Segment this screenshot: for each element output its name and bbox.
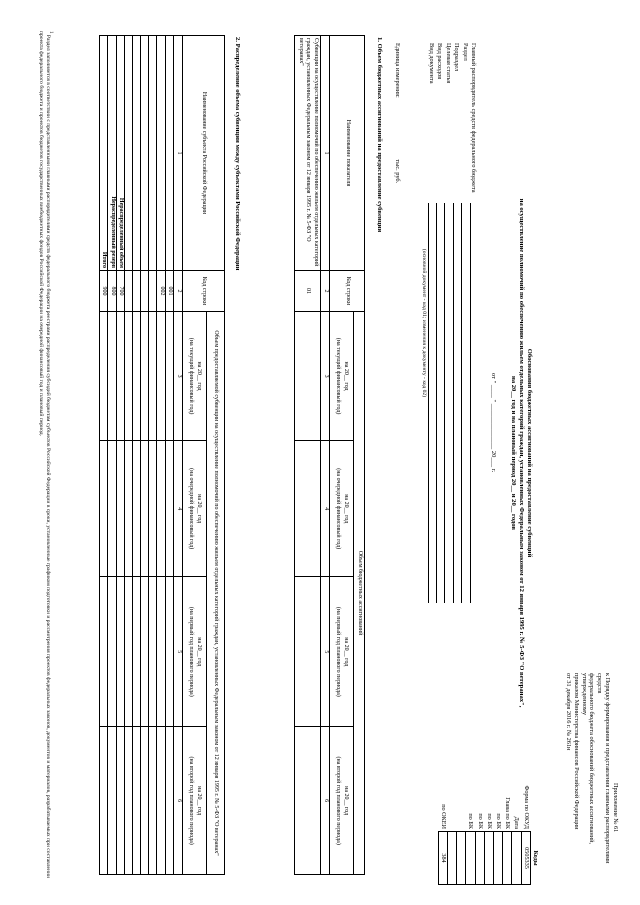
data-cell[interactable] — [133, 726, 141, 874]
meta-row-expense: Вид расходов — [435, 43, 443, 603]
code-value — [457, 831, 466, 884]
data-cell[interactable] — [100, 726, 109, 874]
code-label: по БК — [476, 812, 484, 829]
code-value: 0505335 — [521, 831, 530, 884]
code-label: по БК — [485, 812, 493, 829]
data-cell[interactable] — [141, 311, 149, 440]
table-row — [149, 35, 157, 874]
fill-line — [461, 203, 462, 603]
data-cell[interactable] — [108, 440, 117, 576]
fill-line — [453, 203, 454, 603]
total-row-sum: Итого 900 — [100, 35, 109, 874]
appendix-line: к Порядку формирования и представления главными распорядителями средств — [596, 672, 612, 863]
code-value — [484, 831, 493, 884]
col-header-year: на 20__ год (на первый год планового периода) — [330, 576, 354, 726]
data-cell[interactable] — [125, 440, 133, 576]
table-row — [133, 35, 141, 874]
footnote-text: Раздел заполняется в соответствии с представленными главными распорядителями средств федерального бюджета реестрами распределения субсидий бюджетам субъектов Российской Федерации в сроки, установленные графиком подготовки и рассмотрения проектов федеральных законов, документов и материалов, разрабатываемых при составлении проекта федерального бюджета и проектов бюджетов государственных внебюджетных фондов Российской Федерации на очередной финансовый год и плановый период. — [37, 30, 52, 878]
data-cell[interactable] — [133, 440, 141, 576]
data-cell[interactable] — [117, 440, 126, 576]
column-numbers-row: 1 2 3 4 5 6 — [321, 35, 330, 874]
total-row-unallocated: Нераспределенный объем 700 — [117, 35, 126, 874]
region-cell[interactable] — [125, 35, 133, 270]
col-header-name: Наименование субъекта Российской Федерации — [183, 35, 225, 270]
section2-title: 2. Распределение объема субвенции между субъектами Российской Федерации — [234, 36, 241, 270]
data-cell[interactable] — [100, 311, 109, 440]
region-cell[interactable] — [149, 35, 157, 270]
data-cell[interactable] — [149, 576, 157, 726]
meta-row-doctype: Вид документа — [427, 43, 435, 603]
data-cell[interactable] — [117, 726, 126, 874]
col-header-year: на 20__ год (на первый год планового периода) — [183, 576, 207, 726]
appendix-line: от 31 декабря 2016 г. № 261н — [564, 672, 572, 750]
data-cell[interactable] — [295, 440, 321, 576]
appendix-line: федерального бюджета обоснований бюджетных ассигнований, утвержденному — [580, 672, 596, 844]
data-cell[interactable] — [295, 726, 321, 874]
col-header-year: на 20__ год (на очередной финансовый год) — [330, 440, 354, 576]
footnote-mark: 1 — [48, 30, 53, 33]
table-row — [295, 35, 321, 874]
col-header-group: Объем предоставляемой субвенции на осуществление полномочий по обеспечению жильем отдельных категорий граждан, установленных Федеральным законом от 12 января 1995 г. № 5-ФЗ "О ветеранах" — [207, 311, 225, 874]
code-value — [475, 831, 484, 884]
col-header-year: на 20__ год (на текущий финансовый год) — [183, 311, 207, 440]
codes-header: Коды — [531, 849, 539, 866]
col-header-year: на 20__ год (на второй год планового периода) — [330, 726, 354, 874]
code-value — [512, 831, 521, 884]
total-row-reserve: Нераспределенный резерв 800 — [108, 35, 117, 874]
code-label: Форма по ОКУД — [522, 784, 530, 829]
data-cell[interactable] — [108, 311, 117, 440]
data-cell[interactable] — [157, 440, 166, 576]
col-header-year: на 20__ год (на текущий финансовый год) — [330, 311, 354, 440]
data-cell[interactable] — [125, 311, 133, 440]
appendix-block — [564, 673, 619, 883]
code-label: по ОКЕИ — [439, 803, 447, 829]
data-cell[interactable] — [149, 440, 157, 576]
section1-table — [294, 35, 365, 875]
code-value: 384 — [438, 831, 447, 884]
data-cell[interactable] — [166, 726, 175, 874]
footnote — [37, 31, 53, 881]
data-cell[interactable] — [157, 576, 166, 726]
title-line: Обоснования бюджетных ассигнований на предоставление субвенций — [526, 348, 533, 557]
codes-box — [438, 735, 539, 885]
data-cell[interactable] — [166, 311, 175, 440]
title-line: на осуществление полномочий по обеспечению жильем отдельных категорий граждан, установленных Федеральным законом от 12 января 1995 г. № 5-ФЗ "О ветеранах", — [517, 198, 525, 707]
data-cell[interactable] — [295, 576, 321, 726]
meta-row-unit: Единица измерения: тыс. руб. — [394, 42, 402, 183]
meta-row-main-manager: Главный распорядитель средств федерального бюджета — [469, 43, 477, 603]
code-label: Глава по БК — [504, 796, 512, 829]
code-value — [494, 831, 503, 884]
data-cell[interactable] — [141, 726, 149, 874]
meta-row-section: Раздел — [460, 43, 468, 603]
title-line: на 20__ год и на плановый период 20__ и 20__ годов — [509, 375, 517, 530]
region-cell[interactable] — [133, 35, 141, 270]
code-label: Дата — [513, 816, 521, 829]
data-cell[interactable] — [149, 311, 157, 440]
data-cell[interactable] — [117, 576, 126, 726]
column-numbers-row: 1 2 3 4 5 6 — [174, 35, 183, 874]
fill-line — [436, 203, 437, 603]
code-value — [466, 831, 475, 884]
code-value — [448, 831, 457, 884]
data-cell[interactable] — [100, 576, 109, 726]
data-cell[interactable] — [149, 726, 157, 874]
meta-fields — [393, 43, 477, 603]
document-title — [508, 163, 533, 743]
doc-hint: (основной документ - код 01; изменения к документу - код 02) — [420, 248, 427, 397]
col-header-group: Объем бюджетных ассигнований — [354, 311, 365, 874]
data-cell[interactable] — [133, 576, 141, 726]
meta-row-doc-hint — [418, 43, 426, 603]
data-cell[interactable] — [295, 311, 321, 440]
document-sheet — [15, 13, 625, 893]
col-header-year: на 20__ год (на второй год планового периода) — [183, 726, 207, 874]
code-label: по БК — [467, 812, 475, 829]
data-cell[interactable] — [125, 576, 133, 726]
col-header-year: на 20__ год (на очередной финансовый год) — [183, 440, 207, 576]
table-row — [125, 35, 133, 874]
appendix-number: Приложение № 61 — [612, 782, 619, 832]
row-code: 01 — [295, 270, 321, 311]
data-cell[interactable] — [125, 726, 133, 874]
fill-line — [470, 203, 471, 603]
data-cell[interactable] — [141, 440, 149, 576]
table-row — [141, 35, 149, 874]
data-cell[interactable] — [117, 311, 126, 440]
data-cell[interactable] — [108, 726, 117, 874]
data-cell[interactable] — [157, 726, 166, 874]
data-cell[interactable] — [100, 440, 109, 576]
table-row: 001 — [166, 35, 175, 874]
appendix-line: приказом Министерства финансов Российской Федерации — [572, 672, 580, 830]
data-cell[interactable] — [166, 576, 175, 726]
code-value — [503, 831, 512, 884]
region-cell[interactable] — [141, 35, 149, 270]
code-label — [457, 735, 466, 832]
col-header-name: Наименование показателя — [330, 35, 365, 270]
fill-line — [444, 203, 445, 603]
date-line: от " ____ " ______________ 20___ г. — [490, 372, 497, 472]
region-cell[interactable] — [157, 35, 166, 270]
data-cell[interactable] — [108, 576, 117, 726]
data-cell[interactable] — [166, 440, 175, 576]
col-header-code: Код строки — [183, 270, 225, 311]
section1-title: 1. Объем бюджетных ассигнований на предоставление субвенции — [376, 36, 383, 232]
row-name: Субвенции на осуществление полномочий по обеспечению жильем отдельных категорий граждан, установленных Федеральным законом от 12 января 1995 г. № 5-ФЗ "О ветеранах" — [295, 35, 321, 270]
data-cell[interactable] — [141, 576, 149, 726]
meta-row-target: Целевая статья — [443, 43, 451, 603]
code-label — [448, 735, 457, 832]
fill-line — [428, 203, 429, 603]
region-cell[interactable] — [166, 35, 175, 270]
meta-row-subsection: Подраздел — [452, 43, 460, 603]
code-label: по БК — [495, 812, 503, 829]
data-cell[interactable] — [157, 311, 166, 440]
data-cell[interactable] — [133, 311, 141, 440]
table-row: 002 — [157, 35, 166, 874]
section2-table — [99, 35, 225, 875]
unit-value: тыс. руб. — [394, 158, 402, 183]
col-header-code: Код строки — [330, 270, 365, 311]
